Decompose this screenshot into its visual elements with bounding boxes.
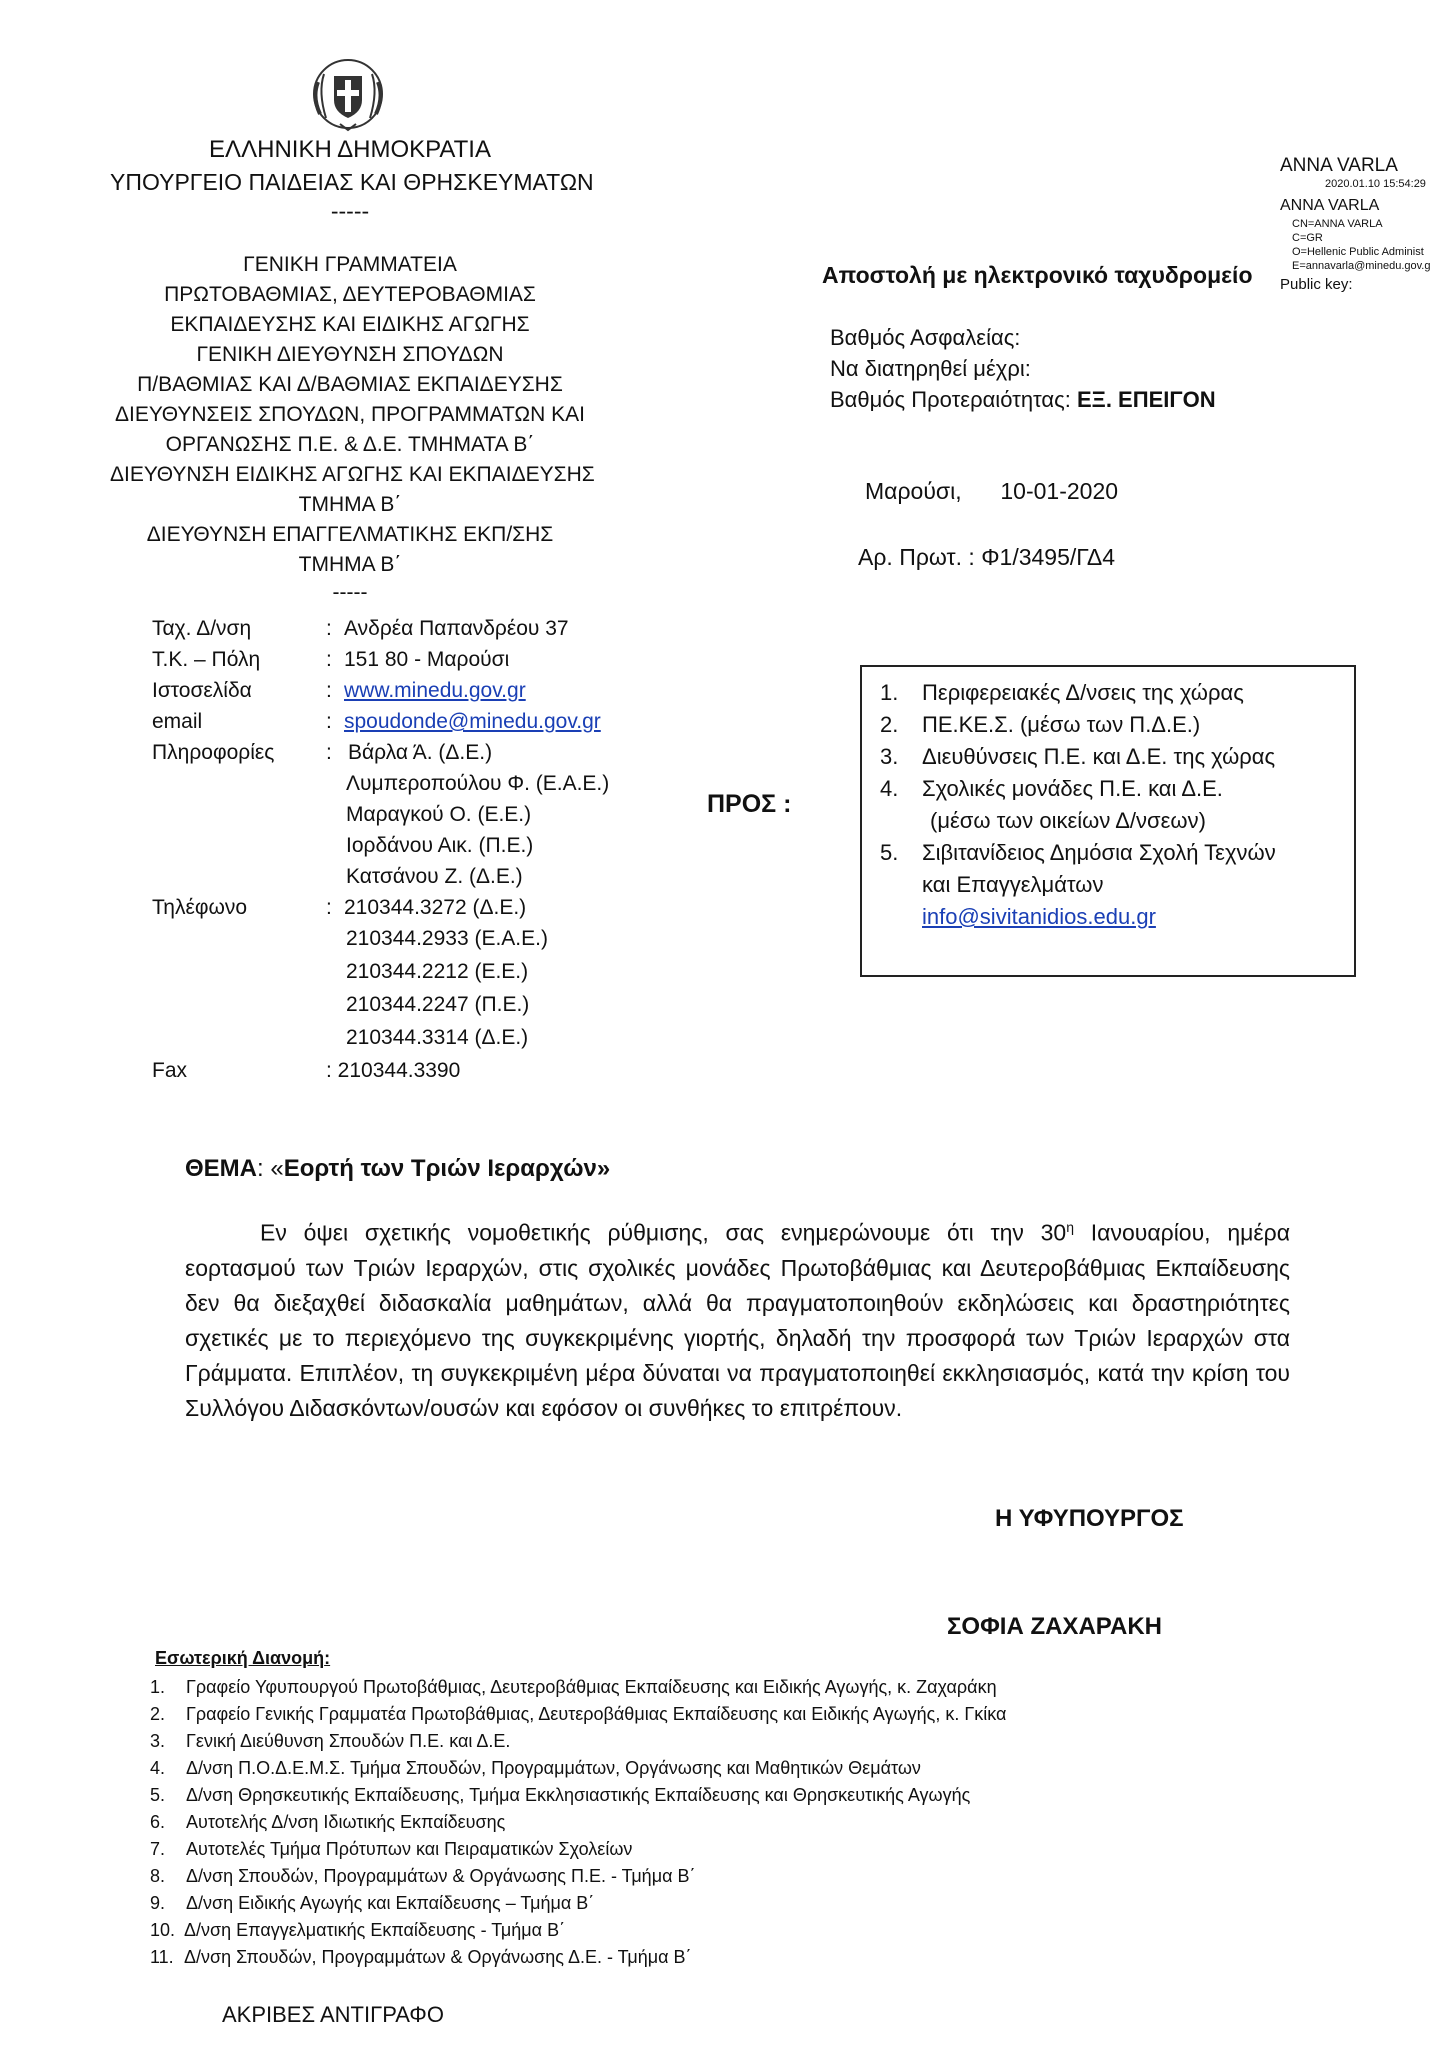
fax-label: Fax: [152, 1059, 188, 1082]
body-paragraph: [185, 1210, 1290, 1426]
keep-until: Να διατηρηθεί μέχρι:: [830, 356, 1031, 381]
distribution-title: [155, 1648, 330, 1669]
department-line: ΕΚΠΑΙΔΕΥΣΗΣ ΚΑΙ ΕΙΔΙΚΗΣ ΑΓΩΓΗΣ: [170, 313, 530, 336]
info-row: [152, 768, 672, 799]
address-value: Ανδρέα Παπανδρέου 37: [344, 617, 569, 640]
website-link[interactable]: www.minedu.gov.gr: [344, 679, 526, 702]
list-number: 6.: [150, 1812, 166, 1832]
contact-details: [152, 613, 672, 1086]
colon: :: [326, 617, 332, 640]
body-text-start: Εν όψει σχετικής νομοθετικής ρύθμισης, σας ενημερώνουμε ότι την 30: [260, 1219, 1067, 1246]
colon: :: [326, 648, 332, 671]
phone-number: 210344.3314 (Δ.Ε.): [346, 1026, 529, 1049]
department-line: ΓΕΝΙΚΗ ΓΡΑΜΜΑΤΕΙΑ: [243, 253, 457, 276]
distribution-title-text: Εσωτερική Διανομή: [155, 1648, 325, 1668]
recipient-text: Σιβιτανίδειος Δημόσια Σχολή Τεχνών: [922, 840, 1276, 865]
fax-value: : 210344.3390: [326, 1059, 461, 1082]
list-text: Δ/νση Επαγγελματικής Εκπαίδευσης - Τμήμα Β΄: [184, 1920, 566, 1940]
subject-punct: : «: [257, 1155, 284, 1182]
priority-row: [830, 384, 1216, 415]
email-label: email: [152, 710, 203, 733]
date: 10-01-2020: [1000, 478, 1119, 504]
website-label: Ιστοσελίδα: [152, 679, 252, 702]
info-row: [152, 861, 672, 892]
department-line: ΟΡΓΑΝΩΣΗΣ Π.Ε. & Δ.Ε. ΤΜΗΜΑΤΑ Β΄: [165, 433, 535, 456]
department-line: ΤΜΗΜΑ Β΄: [298, 493, 402, 516]
recipient-item: [880, 741, 1350, 773]
list-text: Αυτοτελής Δ/νση Ιδιωτικής Εκπαίδευσης: [186, 1812, 506, 1832]
recipient-item-continued: [880, 869, 1350, 901]
phone-row: [152, 892, 672, 923]
phone-row: [152, 989, 672, 1022]
department-line: ΤΜΗΜΑ Β΄: [298, 553, 402, 576]
email-row: [152, 706, 672, 737]
email-send-notice: Αποστολή με ηλεκτρονικό ταχυδρομείο: [822, 262, 1253, 288]
list-item: [150, 1782, 1150, 1809]
digital-signature: [1280, 155, 1448, 295]
true-copy-stamp: ΑΚΡΙΒΕΣ ΑΝΤΙΓΡΑΦΟ: [222, 2002, 444, 2027]
signature-detail: O=Hellenic Public Administ: [1292, 246, 1424, 258]
priority-value: ΕΞ. ΕΠΕΙΓΟΝ: [1077, 387, 1216, 412]
colon: :: [326, 710, 332, 733]
recipient-text: Περιφερειακές Δ/νσεις της χώρας: [922, 680, 1244, 705]
list-text: Δ/νση Θρησκευτικής Εκπαίδευσης, Τμήμα Εκκλησιαστικής Εκπαίδευσης και Θρησκευτικής Αγωγής: [186, 1785, 971, 1805]
subject-label: ΘΕΜΑ: [185, 1155, 257, 1182]
phone-number: 210344.2247 (Π.Ε.): [346, 993, 530, 1016]
colon: :: [326, 741, 332, 764]
list-item: [150, 1944, 1150, 1971]
phone-row: [152, 1022, 672, 1055]
recipient-text: Σχολικές μονάδες Π.Ε. και Δ.Ε.: [922, 776, 1223, 801]
website-row: [152, 675, 672, 706]
recipient-text: και Επαγγελμάτων: [922, 872, 1104, 897]
email-link[interactable]: spoudonde@minedu.gov.gr: [344, 710, 601, 733]
phone-row: [152, 923, 672, 956]
ministry-header: [110, 133, 594, 224]
info-row: [152, 799, 672, 830]
recipient-text: (μέσω των οικείων Δ/νσεων): [930, 808, 1206, 833]
recipient-number: 1.: [880, 680, 899, 705]
recipient-item: [880, 677, 1350, 709]
protocol-label: Αρ. Πρωτ. :: [858, 544, 975, 570]
list-item: [150, 1809, 1150, 1836]
distribution-title-colon: :: [324, 1648, 331, 1668]
list-item: [150, 1674, 1150, 1701]
department-line: ΓΕΝΙΚΗ ΔΙΕΥΘΥΝΣΗ ΣΠΟΥΔΩΝ: [196, 343, 504, 366]
recipient-number: 4.: [880, 776, 899, 801]
postal-label: Τ.Κ. – Πόλη: [152, 648, 261, 671]
department-line: ΠΡΩΤΟΒΑΘΜΙΑΣ, ΔΕΥΤΕΡΟΒΑΘΜΙΑΣ: [164, 283, 536, 306]
list-number: 9.: [150, 1893, 166, 1913]
list-number: 7.: [150, 1839, 166, 1859]
info-row: [152, 830, 672, 861]
recipient-item-continued: [880, 805, 1350, 837]
recipient-text: ΠΕ.ΚΕ.Σ. (μέσω των Π.Δ.Ε.): [922, 712, 1201, 737]
recipient-item-continued: [880, 901, 1350, 933]
phone-label: Τηλέφωνο: [152, 896, 248, 919]
signature-detail: C=GR: [1292, 232, 1323, 244]
postal-value: 151 80 - Μαρούσι: [344, 648, 510, 671]
signature-timestamp: 2020.01.10 15:54:29: [1325, 178, 1426, 190]
country-name: ΕΛΛΗΝΙΚΗ ΔΗΜΟΚΡΑΤΙΑ: [209, 136, 491, 163]
list-number: 8.: [150, 1866, 166, 1886]
priority-label: Βαθμός Προτεραιότητας:: [830, 387, 1071, 412]
list-number: 5.: [150, 1785, 166, 1805]
address-label: Ταχ. Δ/νση: [152, 617, 252, 640]
security-level: Βαθμός Ασφαλείας:: [830, 325, 1021, 350]
signatory-name: ΣΟΦΙΑ ΖΑΧΑΡΑΚΗ: [947, 1613, 1162, 1640]
subject-line: [185, 1155, 610, 1183]
list-text: Γραφείο Γενικής Γραμματέα Πρωτοβάθμιας, Δευτεροβάθμιας Εκπαίδευσης και Ειδικής Αγωγής, κ. Γκίκα: [186, 1704, 1007, 1724]
list-text: Δ/νση Π.Ο.Δ.Ε.Μ.Σ. Τμήμα Σπουδών, Προγραμμάτων, Οργάνωσης και Μαθητικών Θεμάτων: [186, 1758, 921, 1778]
postal-row: [152, 644, 672, 675]
public-key-label: Public key:: [1280, 276, 1353, 293]
recipient-item: [880, 773, 1350, 805]
info-contact: Κατσάνου Ζ. (Δ.Ε.): [346, 865, 523, 888]
protocol-value: Φ1/3495/ΓΔ4: [981, 544, 1115, 570]
info-contact: Βάρλα Ά. (Δ.Ε.): [348, 741, 493, 764]
info-row: [152, 737, 672, 768]
list-text: Γραφείο Υφυπουργού Πρωτοβάθμιας, Δευτεροβάθμιας Εκπαίδευσης και Ειδικής Αγωγής, κ. Ζαχαράκη: [186, 1677, 997, 1697]
coat-of-arms-emblem: [308, 52, 388, 132]
phone-number: 210344.2933 (Ε.Α.Ε.): [346, 927, 548, 950]
distribution-list: [150, 1674, 1150, 1971]
list-item: [150, 1701, 1150, 1728]
classification-block: [830, 322, 1216, 415]
list-item: [150, 1917, 1150, 1944]
list-item: [150, 1728, 1150, 1755]
department-line: ΔΙΕΥΘΥΝΣΗ ΕΙΔΙΚΗΣ ΑΓΩΓΗΣ ΚΑΙ ΕΚΠΑΙΔΕΥΣΗΣ: [110, 463, 595, 486]
signer-name-secondary: ANNA VARLA: [1280, 197, 1380, 214]
signature-detail: E=annavarla@minedu.gov.g: [1292, 260, 1431, 272]
info-contact: Μαραγκού Ο. (Ε.Ε.): [346, 803, 532, 826]
ordinal-superscript: η: [1066, 1219, 1074, 1235]
header-separator: -----: [330, 198, 370, 224]
list-item: [150, 1863, 1150, 1890]
list-text: Αυτοτελές Τμήμα Πρότυπων και Πειραματικών Σχολείων: [186, 1839, 633, 1859]
fax-row: [152, 1055, 672, 1086]
recipients-label: ΠΡΟΣ :: [707, 790, 792, 818]
department-line: -----: [332, 581, 368, 604]
list-number: 4.: [150, 1758, 166, 1778]
recipient-email-link[interactable]: info@sivitanidios.edu.gr: [922, 904, 1156, 929]
department-line: Π/ΒΑΘΜΙΑΣ ΚΑΙ Δ/ΒΑΘΜΙΑΣ ΕΚΠΑΙΔΕΥΣΗΣ: [137, 373, 563, 396]
phone-number: 210344.2212 (Ε.Ε.): [346, 960, 529, 983]
ministry-name: ΥΠΟΥΡΓΕΙΟ ΠΑΙΔΕΙΑΣ ΚΑΙ ΘΡΗΣΚΕΥΜΑΤΩΝ: [110, 169, 594, 195]
recipient-number: 2.: [880, 712, 899, 737]
info-contact: Λυμπεροπούλου Φ. (Ε.Α.Ε.): [346, 772, 610, 795]
signatory-role: Η ΥΦΥΠΟΥΡΓΟΣ: [995, 1505, 1184, 1532]
place: Μαρούσι,: [865, 478, 962, 504]
list-item: [150, 1890, 1150, 1917]
body-text-rest: Ιανουαρίου, ημέρα εορτασμού των Τριών Ιεραρχών, στις σχολικές μονάδες Πρωτοβάθμιας και Δευτεροβάθμιας Εκπαίδευσης δεν θα διεξαχθεί διδασκαλία μαθημάτων, αλλά θα πραγματοποιηθούν εκδηλώσεις και δραστηριότητες σχετικές με το περιεχόμενο της συγκεκριμένης γιορτής, δηλαδή την προσφορά των Τριών Ιεραρχών στα Γράμματα. Επιπλέον, τη συγκεκριμένη μέρα δύναται να πραγματοποιηθεί εκκλησιασμός, κατά την κρίση του Συλλόγου Διδασκόντων/ουσών και εφόσον οι συνθήκες το επιτρέπουν.: [185, 1219, 1291, 1421]
list-number: 11.: [150, 1947, 174, 1967]
phone-number: 210344.3272 (Δ.Ε.): [344, 896, 527, 919]
recipients-box: [860, 665, 1356, 977]
list-number: 1.: [150, 1677, 166, 1697]
list-text: Δ/νση Σπουδών, Προγραμμάτων & Οργάνωσης Δ.Ε. - Τμήμα Β΄: [184, 1947, 692, 1967]
signature-detail: CN=ANNA VARLA: [1292, 218, 1383, 230]
address-row: [152, 613, 672, 644]
recipient-text: Διευθύνσεις Π.Ε. και Δ.Ε. της χώρας: [922, 744, 1276, 769]
list-number: 2.: [150, 1704, 166, 1724]
list-item: [150, 1755, 1150, 1782]
info-label: Πληροφορίες: [152, 741, 275, 764]
signer-name: ANNA VARLA: [1280, 155, 1398, 176]
subject-title: Εορτή των Τριών Ιεραρχών»: [283, 1155, 611, 1182]
list-number: 3.: [150, 1731, 166, 1751]
list-text: Δ/νση Σπουδών, Προγραμμάτων & Οργάνωσης Π.Ε. - Τμήμα Β΄: [186, 1866, 696, 1886]
recipient-item: [880, 709, 1350, 741]
place-date: [865, 478, 1118, 505]
protocol-number: [858, 544, 1115, 571]
list-number: 10.: [150, 1920, 176, 1940]
list-text: Γενική Διεύθυνση Σπουδών Π.Ε. και Δ.Ε.: [186, 1731, 511, 1751]
recipient-number: 3.: [880, 744, 899, 769]
colon: :: [326, 896, 332, 919]
colon: :: [326, 679, 332, 702]
recipient-number: 5.: [880, 840, 899, 865]
recipient-item: [880, 837, 1350, 869]
department-line: ΔΙΕΥΘΥΝΣΕΙΣ ΣΠΟΥΔΩΝ, ΠΡΟΓΡΑΜΜΑΤΩΝ ΚΑΙ: [115, 403, 585, 426]
department-block: [110, 250, 595, 606]
phone-row: [152, 956, 672, 989]
list-text: Δ/νση Ειδικής Αγωγής και Εκπαίδευσης – Τμήμα Β΄: [186, 1893, 595, 1913]
list-item: [150, 1836, 1150, 1863]
info-contact: Ιορδάνου Αικ. (Π.Ε.): [346, 834, 534, 857]
department-line: ΔΙΕΥΘΥΝΣΗ ΕΠΑΓΓΕΛΜΑΤΙΚΗΣ ΕΚΠ/ΣΗΣ: [146, 523, 554, 546]
